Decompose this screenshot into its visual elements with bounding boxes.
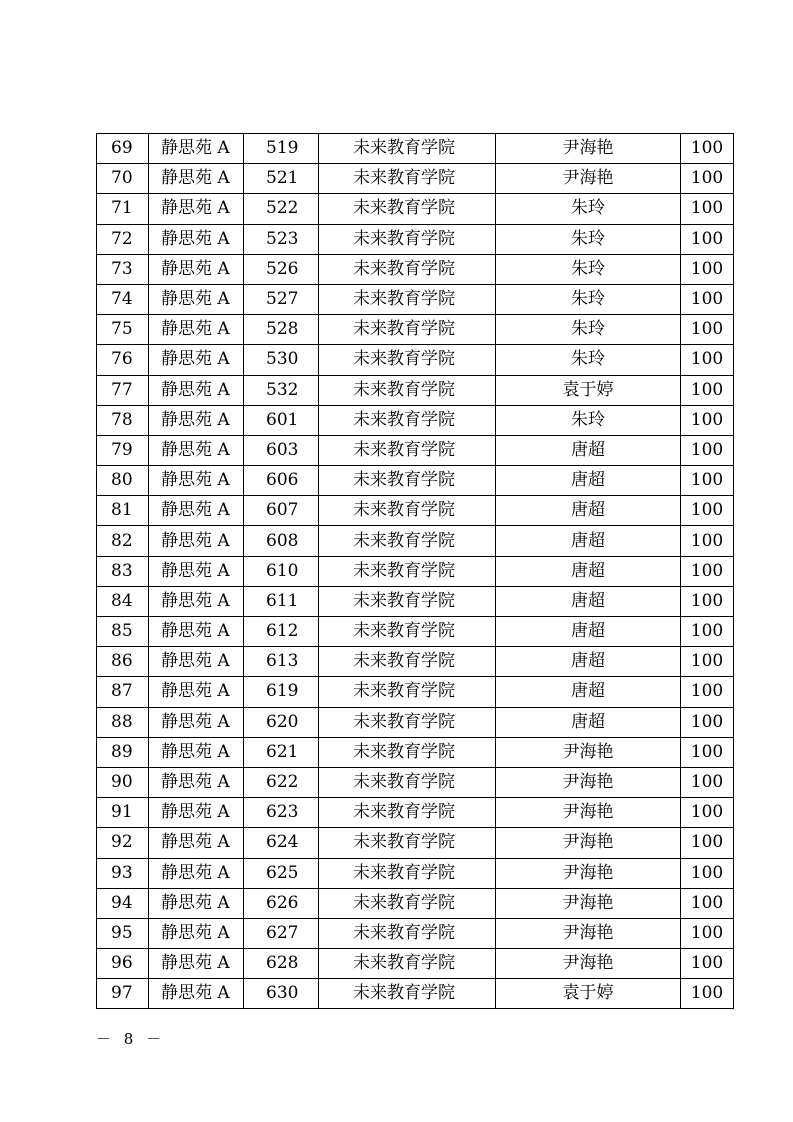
row-number-cell: 97 bbox=[97, 979, 149, 1009]
counselor-name-cell: 唐超 bbox=[496, 466, 681, 496]
page-number: － 8 － bbox=[96, 1030, 166, 1048]
building-cell: 静思苑 A bbox=[149, 526, 244, 556]
row-number-cell: 86 bbox=[97, 647, 149, 677]
row-number-cell: 69 bbox=[97, 134, 149, 164]
table-row bbox=[97, 345, 734, 375]
table-row bbox=[97, 858, 734, 888]
row-number-cell: 71 bbox=[97, 194, 149, 224]
building-cell: 静思苑 A bbox=[149, 315, 244, 345]
table-row bbox=[97, 888, 734, 918]
row-number-cell: 82 bbox=[97, 526, 149, 556]
counselor-name-cell: 尹海艳 bbox=[496, 949, 681, 979]
table-row bbox=[97, 405, 734, 435]
row-number-cell: 91 bbox=[97, 798, 149, 828]
counselor-name-cell: 袁于婷 bbox=[496, 375, 681, 405]
counselor-name-cell: 尹海艳 bbox=[496, 737, 681, 767]
building-cell: 静思苑 A bbox=[149, 284, 244, 314]
row-number-cell: 74 bbox=[97, 284, 149, 314]
college-cell: 未来教育学院 bbox=[319, 164, 496, 194]
building-cell: 静思苑 A bbox=[149, 345, 244, 375]
building-cell: 静思苑 A bbox=[149, 164, 244, 194]
room-number-cell: 625 bbox=[244, 858, 319, 888]
college-cell: 未来教育学院 bbox=[319, 224, 496, 254]
counselor-name-cell: 唐超 bbox=[496, 435, 681, 465]
score-cell: 100 bbox=[681, 858, 734, 888]
college-cell: 未来教育学院 bbox=[319, 828, 496, 858]
building-cell: 静思苑 A bbox=[149, 798, 244, 828]
row-number-cell: 95 bbox=[97, 918, 149, 948]
college-cell: 未来教育学院 bbox=[319, 345, 496, 375]
score-cell: 100 bbox=[681, 315, 734, 345]
building-cell: 静思苑 A bbox=[149, 254, 244, 284]
room-number-cell: 606 bbox=[244, 466, 319, 496]
counselor-name-cell: 朱玲 bbox=[496, 254, 681, 284]
counselor-name-cell: 唐超 bbox=[496, 617, 681, 647]
building-cell: 静思苑 A bbox=[149, 586, 244, 616]
table-row bbox=[97, 647, 734, 677]
score-cell: 100 bbox=[681, 435, 734, 465]
counselor-name-cell: 朱玲 bbox=[496, 224, 681, 254]
college-cell: 未来教育学院 bbox=[319, 979, 496, 1009]
score-cell: 100 bbox=[681, 164, 734, 194]
dormitory-score-table-container bbox=[96, 133, 733, 1009]
building-cell: 静思苑 A bbox=[149, 677, 244, 707]
score-cell: 100 bbox=[681, 375, 734, 405]
score-cell: 100 bbox=[681, 767, 734, 797]
building-cell: 静思苑 A bbox=[149, 707, 244, 737]
row-number-cell: 96 bbox=[97, 949, 149, 979]
building-cell: 静思苑 A bbox=[149, 647, 244, 677]
table-row bbox=[97, 707, 734, 737]
college-cell: 未来教育学院 bbox=[319, 767, 496, 797]
score-cell: 100 bbox=[681, 918, 734, 948]
counselor-name-cell: 尹海艳 bbox=[496, 828, 681, 858]
room-number-cell: 626 bbox=[244, 888, 319, 918]
college-cell: 未来教育学院 bbox=[319, 194, 496, 224]
row-number-cell: 87 bbox=[97, 677, 149, 707]
row-number-cell: 80 bbox=[97, 466, 149, 496]
counselor-name-cell: 尹海艳 bbox=[496, 918, 681, 948]
score-cell: 100 bbox=[681, 496, 734, 526]
table-row bbox=[97, 284, 734, 314]
room-number-cell: 622 bbox=[244, 767, 319, 797]
room-number-cell: 623 bbox=[244, 798, 319, 828]
row-number-cell: 84 bbox=[97, 586, 149, 616]
building-cell: 静思苑 A bbox=[149, 767, 244, 797]
table-row bbox=[97, 375, 734, 405]
row-number-cell: 78 bbox=[97, 405, 149, 435]
table-row bbox=[97, 767, 734, 797]
score-cell: 100 bbox=[681, 556, 734, 586]
row-number-cell: 81 bbox=[97, 496, 149, 526]
score-cell: 100 bbox=[681, 224, 734, 254]
counselor-name-cell: 唐超 bbox=[496, 647, 681, 677]
counselor-name-cell: 朱玲 bbox=[496, 345, 681, 375]
score-cell: 100 bbox=[681, 737, 734, 767]
room-number-cell: 526 bbox=[244, 254, 319, 284]
table-body bbox=[97, 134, 734, 1009]
college-cell: 未来教育学院 bbox=[319, 375, 496, 405]
row-number-cell: 70 bbox=[97, 164, 149, 194]
room-number-cell: 530 bbox=[244, 345, 319, 375]
score-cell: 100 bbox=[681, 254, 734, 284]
row-number-cell: 75 bbox=[97, 315, 149, 345]
room-number-cell: 624 bbox=[244, 828, 319, 858]
college-cell: 未来教育学院 bbox=[319, 677, 496, 707]
table-row bbox=[97, 979, 734, 1009]
row-number-cell: 76 bbox=[97, 345, 149, 375]
counselor-name-cell: 尹海艳 bbox=[496, 798, 681, 828]
table-row bbox=[97, 254, 734, 284]
table-row bbox=[97, 164, 734, 194]
college-cell: 未来教育学院 bbox=[319, 949, 496, 979]
building-cell: 静思苑 A bbox=[149, 617, 244, 647]
room-number-cell: 523 bbox=[244, 224, 319, 254]
room-number-cell: 603 bbox=[244, 435, 319, 465]
building-cell: 静思苑 A bbox=[149, 435, 244, 465]
score-cell: 100 bbox=[681, 949, 734, 979]
room-number-cell: 621 bbox=[244, 737, 319, 767]
room-number-cell: 619 bbox=[244, 677, 319, 707]
counselor-name-cell: 唐超 bbox=[496, 677, 681, 707]
counselor-name-cell: 唐超 bbox=[496, 496, 681, 526]
score-cell: 100 bbox=[681, 134, 734, 164]
table-row bbox=[97, 617, 734, 647]
college-cell: 未来教育学院 bbox=[319, 647, 496, 677]
table-row bbox=[97, 496, 734, 526]
row-number-cell: 73 bbox=[97, 254, 149, 284]
room-number-cell: 519 bbox=[244, 134, 319, 164]
counselor-name-cell: 袁于婷 bbox=[496, 979, 681, 1009]
table-row bbox=[97, 737, 734, 767]
counselor-name-cell: 朱玲 bbox=[496, 405, 681, 435]
score-cell: 100 bbox=[681, 586, 734, 616]
college-cell: 未来教育学院 bbox=[319, 315, 496, 345]
row-number-cell: 94 bbox=[97, 888, 149, 918]
building-cell: 静思苑 A bbox=[149, 496, 244, 526]
counselor-name-cell: 尹海艳 bbox=[496, 164, 681, 194]
room-number-cell: 527 bbox=[244, 284, 319, 314]
table-row bbox=[97, 798, 734, 828]
building-cell: 静思苑 A bbox=[149, 979, 244, 1009]
row-number-cell: 79 bbox=[97, 435, 149, 465]
room-number-cell: 620 bbox=[244, 707, 319, 737]
table-row bbox=[97, 194, 734, 224]
building-cell: 静思苑 A bbox=[149, 466, 244, 496]
college-cell: 未来教育学院 bbox=[319, 254, 496, 284]
room-number-cell: 532 bbox=[244, 375, 319, 405]
room-number-cell: 601 bbox=[244, 405, 319, 435]
table-row bbox=[97, 134, 734, 164]
row-number-cell: 92 bbox=[97, 828, 149, 858]
room-number-cell: 610 bbox=[244, 556, 319, 586]
table-row bbox=[97, 828, 734, 858]
college-cell: 未来教育学院 bbox=[319, 798, 496, 828]
counselor-name-cell: 唐超 bbox=[496, 526, 681, 556]
counselor-name-cell: 朱玲 bbox=[496, 315, 681, 345]
counselor-name-cell: 尹海艳 bbox=[496, 134, 681, 164]
score-cell: 100 bbox=[681, 979, 734, 1009]
college-cell: 未来教育学院 bbox=[319, 858, 496, 888]
college-cell: 未来教育学院 bbox=[319, 134, 496, 164]
college-cell: 未来教育学院 bbox=[319, 918, 496, 948]
table-row bbox=[97, 918, 734, 948]
building-cell: 静思苑 A bbox=[149, 888, 244, 918]
score-cell: 100 bbox=[681, 828, 734, 858]
building-cell: 静思苑 A bbox=[149, 828, 244, 858]
score-cell: 100 bbox=[681, 888, 734, 918]
counselor-name-cell: 唐超 bbox=[496, 586, 681, 616]
college-cell: 未来教育学院 bbox=[319, 556, 496, 586]
building-cell: 静思苑 A bbox=[149, 224, 244, 254]
row-number-cell: 77 bbox=[97, 375, 149, 405]
row-number-cell: 90 bbox=[97, 767, 149, 797]
score-cell: 100 bbox=[681, 647, 734, 677]
table-row bbox=[97, 466, 734, 496]
college-cell: 未来教育学院 bbox=[319, 707, 496, 737]
room-number-cell: 607 bbox=[244, 496, 319, 526]
score-cell: 100 bbox=[681, 466, 734, 496]
room-number-cell: 611 bbox=[244, 586, 319, 616]
score-cell: 100 bbox=[681, 677, 734, 707]
row-number-cell: 72 bbox=[97, 224, 149, 254]
score-cell: 100 bbox=[681, 345, 734, 375]
table-row bbox=[97, 677, 734, 707]
building-cell: 静思苑 A bbox=[149, 194, 244, 224]
score-cell: 100 bbox=[681, 798, 734, 828]
room-number-cell: 613 bbox=[244, 647, 319, 677]
college-cell: 未来教育学院 bbox=[319, 526, 496, 556]
building-cell: 静思苑 A bbox=[149, 737, 244, 767]
room-number-cell: 630 bbox=[244, 979, 319, 1009]
row-number-cell: 89 bbox=[97, 737, 149, 767]
score-cell: 100 bbox=[681, 405, 734, 435]
row-number-cell: 85 bbox=[97, 617, 149, 647]
counselor-name-cell: 尹海艳 bbox=[496, 888, 681, 918]
college-cell: 未来教育学院 bbox=[319, 435, 496, 465]
counselor-name-cell: 尹海艳 bbox=[496, 767, 681, 797]
room-number-cell: 521 bbox=[244, 164, 319, 194]
college-cell: 未来教育学院 bbox=[319, 405, 496, 435]
building-cell: 静思苑 A bbox=[149, 405, 244, 435]
table-row bbox=[97, 556, 734, 586]
college-cell: 未来教育学院 bbox=[319, 737, 496, 767]
table-row bbox=[97, 315, 734, 345]
table-row bbox=[97, 224, 734, 254]
building-cell: 静思苑 A bbox=[149, 858, 244, 888]
college-cell: 未来教育学院 bbox=[319, 888, 496, 918]
counselor-name-cell: 朱玲 bbox=[496, 284, 681, 314]
college-cell: 未来教育学院 bbox=[319, 496, 496, 526]
building-cell: 静思苑 A bbox=[149, 556, 244, 586]
score-cell: 100 bbox=[681, 707, 734, 737]
score-cell: 100 bbox=[681, 284, 734, 314]
table-row bbox=[97, 435, 734, 465]
room-number-cell: 608 bbox=[244, 526, 319, 556]
college-cell: 未来教育学院 bbox=[319, 284, 496, 314]
room-number-cell: 612 bbox=[244, 617, 319, 647]
table-row bbox=[97, 949, 734, 979]
room-number-cell: 528 bbox=[244, 315, 319, 345]
counselor-name-cell: 唐超 bbox=[496, 556, 681, 586]
college-cell: 未来教育学院 bbox=[319, 617, 496, 647]
building-cell: 静思苑 A bbox=[149, 134, 244, 164]
counselor-name-cell: 唐超 bbox=[496, 707, 681, 737]
table-row bbox=[97, 526, 734, 556]
room-number-cell: 628 bbox=[244, 949, 319, 979]
table-row bbox=[97, 586, 734, 616]
row-number-cell: 93 bbox=[97, 858, 149, 888]
score-cell: 100 bbox=[681, 194, 734, 224]
college-cell: 未来教育学院 bbox=[319, 466, 496, 496]
room-number-cell: 627 bbox=[244, 918, 319, 948]
counselor-name-cell: 尹海艳 bbox=[496, 858, 681, 888]
room-number-cell: 522 bbox=[244, 194, 319, 224]
row-number-cell: 83 bbox=[97, 556, 149, 586]
counselor-name-cell: 朱玲 bbox=[496, 194, 681, 224]
dormitory-score-table bbox=[96, 133, 734, 1009]
row-number-cell: 88 bbox=[97, 707, 149, 737]
score-cell: 100 bbox=[681, 526, 734, 556]
building-cell: 静思苑 A bbox=[149, 949, 244, 979]
building-cell: 静思苑 A bbox=[149, 918, 244, 948]
score-cell: 100 bbox=[681, 617, 734, 647]
building-cell: 静思苑 A bbox=[149, 375, 244, 405]
college-cell: 未来教育学院 bbox=[319, 586, 496, 616]
